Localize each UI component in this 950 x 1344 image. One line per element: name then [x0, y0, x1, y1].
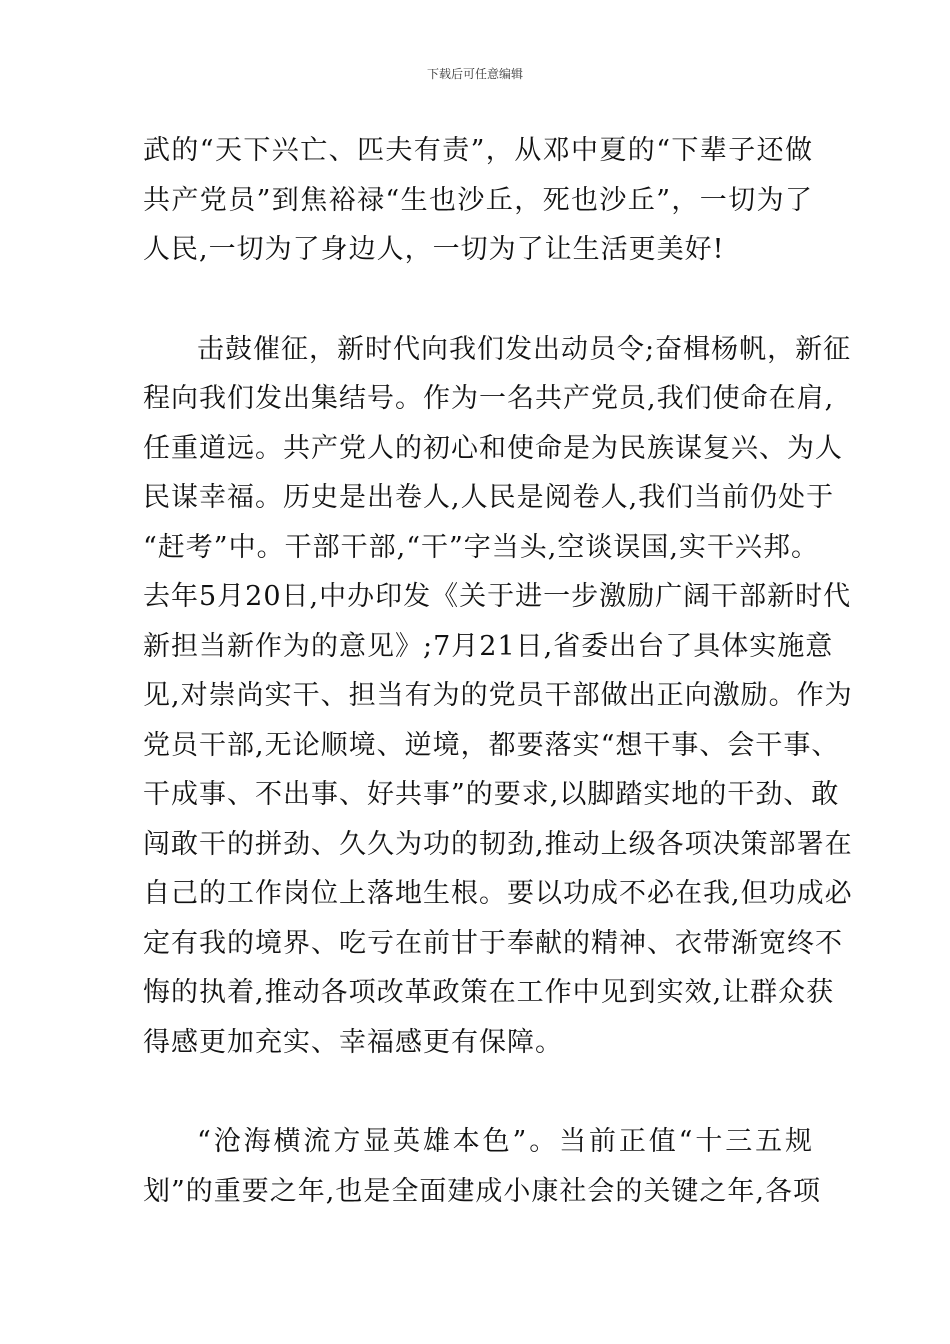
paragraph-line: 见,对崇尚实干、担当有为的党员干部做出正向激励。作为 [143, 680, 853, 711]
paragraph-line: “沧海横流方显英雄本色”。当前正值“十三五规 [197, 1126, 813, 1157]
paragraph-line: “赶考”中。干部干部,“干”字当头,空谈误国,实干兴邦。 [143, 531, 819, 563]
paragraph-line: 新担当新作为的意见》;7月21日,省委出台了具体实施意 [143, 630, 834, 662]
paragraph-1 [143, 126, 813, 275]
paragraph-line: 击鼓催征，新时代向我们发出动员令;奋楫杨帆，新征 [197, 333, 852, 365]
paragraph-line: 程向我们发出集结号。作为一名共产党员,我们使命在肩, [143, 383, 835, 414]
page-header: 下载后可任意编辑 [426, 67, 523, 81]
paragraph-line: 党员干部,无论顺境、逆境，都要落实“想干事、会干事、 [143, 729, 840, 761]
paragraph-line: 定有我的境界、吃亏在前甘于奉献的精神、衣带渐宽终不 [143, 927, 843, 959]
paragraph-3 [143, 1117, 821, 1216]
paragraph-line: 划”的重要之年,也是全面建成小康社会的关键之年,各项 [143, 1175, 821, 1207]
paragraph-line: 任重道远。共产党人的初心和使命是为民族谋复兴、为人 [143, 432, 843, 464]
paragraph-line: 干成事、不出事、好共事”的要求,以脚踏实地的干劲、敢 [143, 779, 840, 810]
paragraph-line: 悔的执着,推动各项改革政策在工作中见到实效,让群众获 [143, 977, 835, 1008]
paragraph-line: 共产党员”到焦裕禄“生也沙丘，死也沙丘”，一切为了 [143, 184, 813, 216]
paragraph-line: 自己的工作岗位上落地生根。要以功成不必在我,但功成必 [143, 878, 853, 909]
paragraph-2 [143, 325, 853, 1068]
paragraph-spacer [143, 275, 813, 325]
paragraph-line: 武的“天下兴亡、匹夫有责”，从邓中夏的“下辈子还做 [143, 135, 813, 166]
paragraph-line: 闯敢干的拼劲、久久为功的韧劲,推动上级各项决策部署在 [143, 828, 853, 860]
paragraph-line: 民谋幸福。历史是出卷人,人民是阅卷人,我们当前仍处于 [143, 482, 835, 513]
paragraph-line: 得感更加充实、幸福感更有保障。 [143, 1026, 563, 1058]
paragraph-line: 人民,一切为了身边人，一切为了让生活更美好! [143, 234, 725, 265]
document-body [143, 126, 853, 1216]
paragraph-line: 去年5月20日,中办印发《关于进一步激励广阔干部新时代 [143, 581, 852, 612]
paragraph-spacer [143, 1067, 813, 1117]
